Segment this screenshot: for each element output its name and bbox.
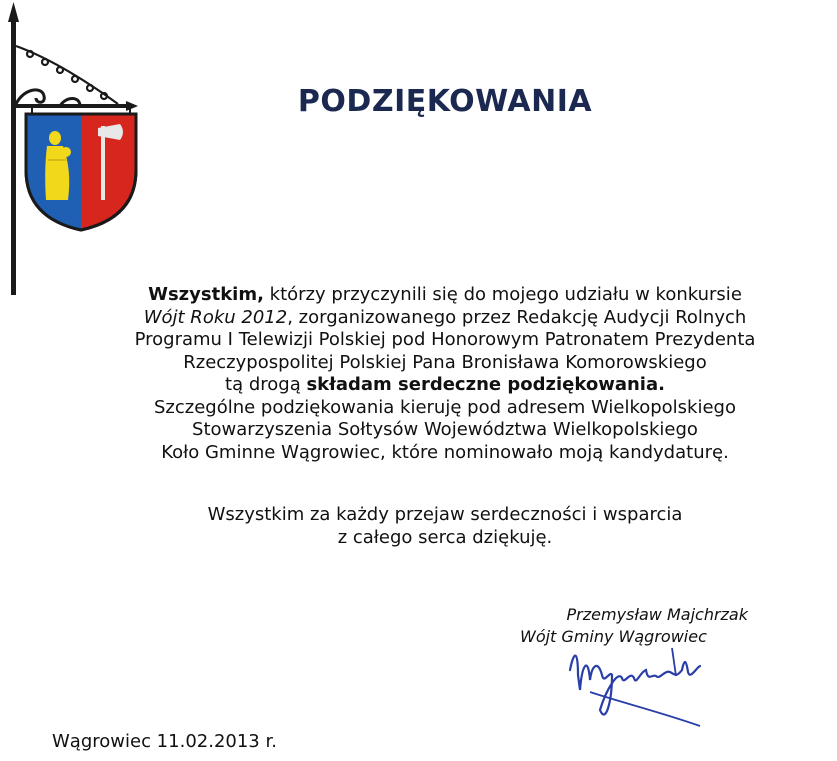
signatory-name: Przemysław Majchrzak <box>566 605 748 624</box>
paragraph-line-5: tą drogą składam serdeczne podziękowania. <box>225 374 665 395</box>
coat-of-arms-icon <box>0 0 150 300</box>
place-and-date: Wągrowiec 11.02.2013 r. <box>52 731 277 752</box>
paragraph-line-7: Stowarzyszenia Sołtysów Województwa Wielkopolskiego <box>192 419 698 440</box>
paragraph-line-4: Rzeczypospolitej Polskiej Pana Bronisława Komorowskiego <box>183 351 707 373</box>
bold-phrase: Wszystkim, <box>148 284 264 305</box>
closing-line-1: Wszystkim za każdy przejaw serdeczności i wsparcia <box>207 504 683 525</box>
paragraph-line-3: Programu I Telewizji Polskiej pod Honorowym Patronatem Prezydenta <box>134 329 756 350</box>
handwritten-signature <box>560 630 720 730</box>
paragraph-line-6: Szczególne podziękowania kieruję pod adresem Wielkopolskiego <box>154 396 736 418</box>
paragraph-line-1: Wszystkim, którzy przyczynili się do mojego udziału w konkursie <box>148 284 742 305</box>
main-paragraph <box>0 284 837 464</box>
paragraph-line-2: Wójt Roku 2012, zorganizowanego przez Redakcję Audycji Rolnych <box>143 306 747 328</box>
bold-phrase: składam serdeczne podziękowania. <box>306 374 665 395</box>
signatory-role: Wójt Gminy Wągrowiec <box>520 627 707 646</box>
closing-paragraph <box>0 504 837 549</box>
closing-line-2: z całego serca dziękuję. <box>337 526 553 548</box>
italic-phrase: Wójt Roku 2012 <box>143 306 288 328</box>
page-title: PODZIĘKOWANIA <box>297 84 593 119</box>
paragraph-line-8: Koło Gminne Wągrowiec, które nominowało moją kandydaturę. <box>161 441 729 463</box>
